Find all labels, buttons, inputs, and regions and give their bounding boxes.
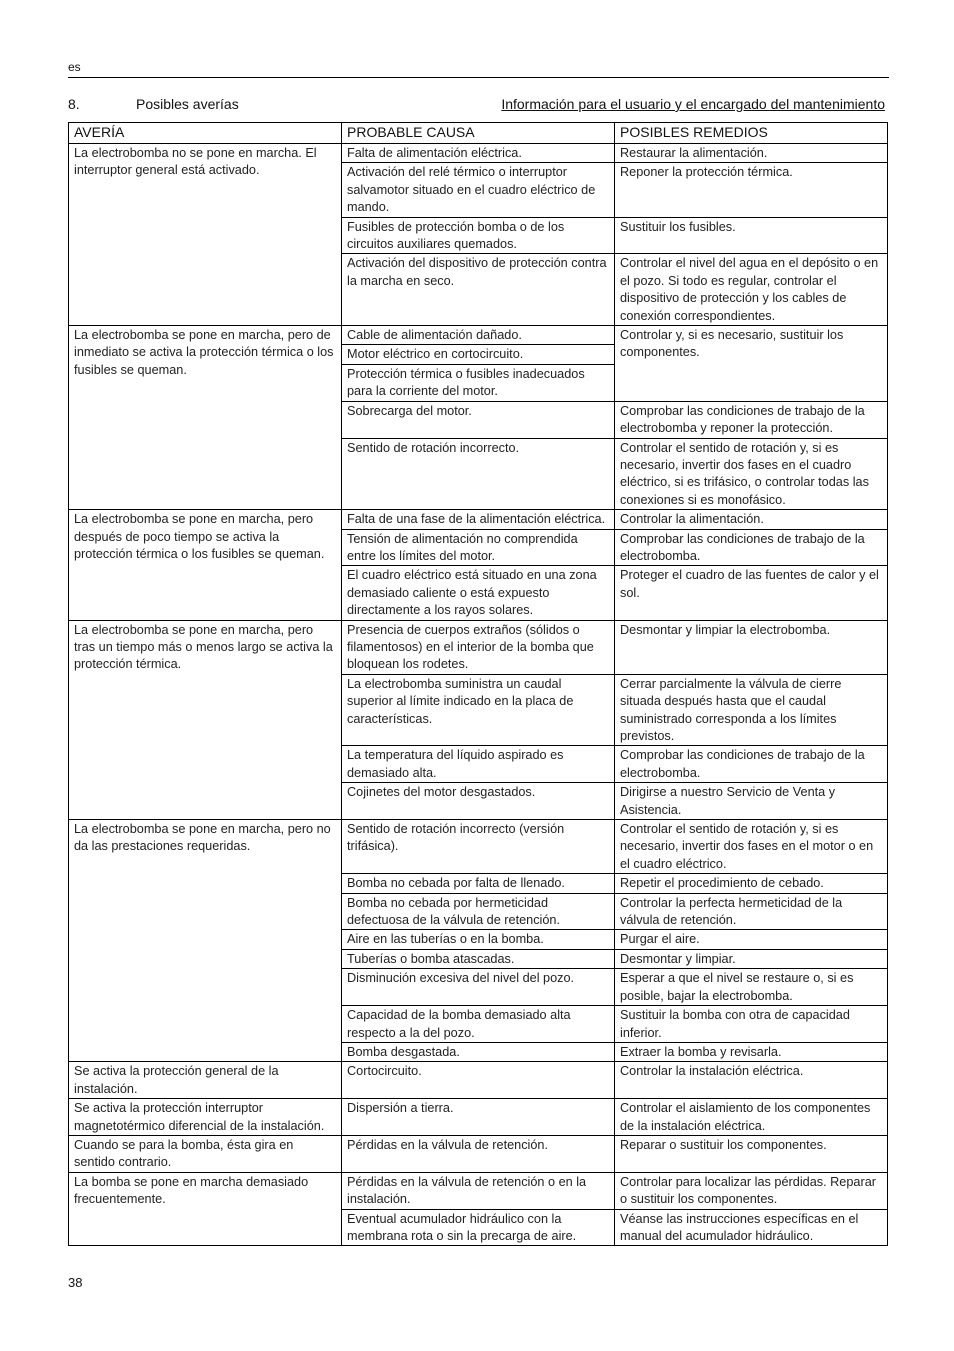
remedy-cell: Controlar la alimentación.: [615, 510, 888, 529]
remedy-cell: Comprobar las condiciones de trabajo de la electrobomba y reponer la protección.: [615, 401, 888, 438]
section-audience-title: Información para el usuario y el encargado del mantenimiento: [501, 96, 885, 112]
column-header-fault: AVERÍA: [69, 123, 342, 144]
remedy-cell: Véanse las instrucciones específicas en el manual del acumulador hidráulico.: [615, 1209, 888, 1246]
remedy-cell: Desmontar y limpiar la electrobomba.: [615, 620, 888, 674]
page-number: 38: [68, 1275, 83, 1290]
cause-cell: Bomba desgastada.: [342, 1042, 615, 1061]
cause-cell: Aire en las tuberías o en la bomba.: [342, 930, 615, 949]
remedy-cell: Controlar el sentido de rotación y, si es necesario, invertir dos fases en el motor o en el cuadro eléctrico.: [615, 820, 888, 874]
cause-cell: Tuberías o bomba atascadas.: [342, 949, 615, 968]
remedy-cell: Controlar el sentido de rotación y, si es necesario, invertir dos fases en el cuadro eléctrico, si es trifásico, o controlar todas las conexiones si es monofásico.: [615, 438, 888, 510]
remedy-cell: Reparar o sustituir los componentes.: [615, 1135, 888, 1172]
cause-cell: Tensión de alimentación no comprendida entre los límites del motor.: [342, 529, 615, 566]
cause-cell: Disminución excesiva del nivel del pozo.: [342, 969, 615, 1006]
remedy-cell: Cerrar parcialmente la válvula de cierre situada después hasta que el caudal suministrado corresponda a los límites previstos.: [615, 674, 888, 746]
cause-cell: Cojinetes del motor desgastados.: [342, 783, 615, 820]
table-row: [69, 326, 888, 345]
cause-cell: Cortocircuito.: [342, 1062, 615, 1099]
fault-cell: Cuando se para la bomba, ésta gira en sentido contrario.: [69, 1135, 342, 1172]
remedy-cell: Restaurar la alimentación.: [615, 144, 888, 163]
fault-cell: La electrobomba se pone en marcha, pero después de poco tiempo se activa la protección térmica o los fusibles se queman.: [69, 510, 342, 620]
remedy-cell: Esperar a que el nivel se restaure o, si es posible, bajar la electrobomba.: [615, 969, 888, 1006]
remedy-cell: Desmontar y limpiar.: [615, 949, 888, 968]
column-header-remedy: POSIBLES REMEDIOS: [615, 123, 888, 144]
cause-cell: Pérdidas en la válvula de retención.: [342, 1135, 615, 1172]
cause-cell: Protección térmica o fusibles inadecuados para la corriente del motor.: [342, 364, 615, 401]
fault-cell: La electrobomba se pone en marcha, pero no da las prestaciones requeridas.: [69, 820, 342, 1062]
fault-cell: La bomba se pone en marcha demasiado frecuentemente.: [69, 1172, 342, 1246]
cause-cell: Sentido de rotación incorrecto.: [342, 438, 615, 510]
cause-cell: Bomba no cebada por hermeticidad defectuosa de la válvula de retención.: [342, 893, 615, 930]
remedy-cell: Proteger el cuadro de las fuentes de calor y el sol.: [615, 566, 888, 620]
table-row: [69, 510, 888, 529]
cause-cell: Cable de alimentación dañado.: [342, 326, 615, 345]
remedy-cell: Sustituir los fusibles.: [615, 217, 888, 254]
remedy-cell: Sustituir la bomba con otra de capacidad inferior.: [615, 1006, 888, 1043]
table-row: [69, 144, 888, 163]
fault-cell: La electrobomba se pone en marcha, pero de inmediato se activa la protección térmica o los fusibles se queman.: [69, 326, 342, 510]
header-rule: [68, 77, 889, 78]
cause-cell: Sobrecarga del motor.: [342, 401, 615, 438]
table-row: [69, 1135, 888, 1172]
table-row: [69, 620, 888, 674]
table-header-row: [69, 123, 888, 144]
remedy-cell: Reponer la protección térmica.: [615, 163, 888, 217]
remedy-cell: Controlar la perfecta hermeticidad de la válvula de retención.: [615, 893, 888, 930]
table-row: [69, 1099, 888, 1136]
table-row: [69, 1062, 888, 1099]
section-number: 8.: [68, 96, 80, 112]
remedy-cell: Extraer la bomba y revisarla.: [615, 1042, 888, 1061]
cause-cell: La temperatura del líquido aspirado es demasiado alta.: [342, 746, 615, 783]
column-header-cause: PROBABLE CAUSA: [342, 123, 615, 144]
fault-cell: Se activa la protección interruptor magnetotérmico diferencial de la instalación.: [69, 1099, 342, 1136]
remedy-cell: Comprobar las condiciones de trabajo de la electrobomba.: [615, 746, 888, 783]
language-code: es: [68, 60, 81, 74]
remedy-cell: Controlar la instalación eléctrica.: [615, 1062, 888, 1099]
cause-cell: Falta de una fase de la alimentación eléctrica.: [342, 510, 615, 529]
cause-cell: Capacidad de la bomba demasiado alta respecto a la del pozo.: [342, 1006, 615, 1043]
remedy-cell: Repetir el procedimiento de cebado.: [615, 874, 888, 893]
remedy-cell: Comprobar las condiciones de trabajo de la electrobomba.: [615, 529, 888, 566]
remedy-cell: Controlar y, si es necesario, sustituir los componentes.: [615, 326, 888, 402]
remedy-cell: Controlar el nivel del agua en el depósito o en el pozo. Si todo es regular, controlar el dispositivo de protección y los cables de conexión correspondientes.: [615, 254, 888, 326]
cause-cell: Presencia de cuerpos extraños (sólidos o filamentosos) en el interior de la bomba que bloquean los rodetes.: [342, 620, 615, 674]
fault-cell: La electrobomba no se pone en marcha. El interruptor general está activado.: [69, 144, 342, 326]
remedy-cell: Purgar el aire.: [615, 930, 888, 949]
remedy-cell: Dirigirse a nuestro Servicio de Venta y Asistencia.: [615, 783, 888, 820]
fault-cell: Se activa la protección general de la instalación.: [69, 1062, 342, 1099]
cause-cell: Sentido de rotación incorrecto (versión trifásica).: [342, 820, 615, 874]
cause-cell: Dispersión a tierra.: [342, 1099, 615, 1136]
cause-cell: Bomba no cebada por falta de llenado.: [342, 874, 615, 893]
cause-cell: Motor eléctrico en cortocircuito.: [342, 345, 615, 364]
cause-cell: Fusibles de protección bomba o de los circuitos auxiliares quemados.: [342, 217, 615, 254]
cause-cell: Activación del dispositivo de protección contra la marcha en seco.: [342, 254, 615, 326]
cause-cell: Activación del relé térmico o interruptor salvamotor situado en el cuadro eléctrico de mando.: [342, 163, 615, 217]
cause-cell: La electrobomba suministra un caudal superior al límite indicado en la placa de características.: [342, 674, 615, 746]
remedy-cell: Controlar el aislamiento de los componentes de la instalación eléctrica.: [615, 1099, 888, 1136]
section-title: Posibles averías: [136, 96, 239, 112]
table-row: [69, 1172, 888, 1209]
table-row: [69, 820, 888, 874]
remedy-cell: Controlar para localizar las pérdidas. Reparar o sustituir los componentes.: [615, 1172, 888, 1209]
cause-cell: Pérdidas en la válvula de retención o en la instalación.: [342, 1172, 615, 1209]
cause-cell: Eventual acumulador hidráulico con la membrana rota o sin la precarga de aire.: [342, 1209, 615, 1246]
fault-cell: La electrobomba se pone en marcha, pero tras un tiempo más o menos largo se activa la protección térmica.: [69, 620, 342, 819]
cause-cell: El cuadro eléctrico está situado en una zona demasiado caliente o está expuesto directamente a los rayos solares.: [342, 566, 615, 620]
cause-cell: Falta de alimentación eléctrica.: [342, 144, 615, 163]
troubleshooting-table: [68, 122, 888, 1246]
